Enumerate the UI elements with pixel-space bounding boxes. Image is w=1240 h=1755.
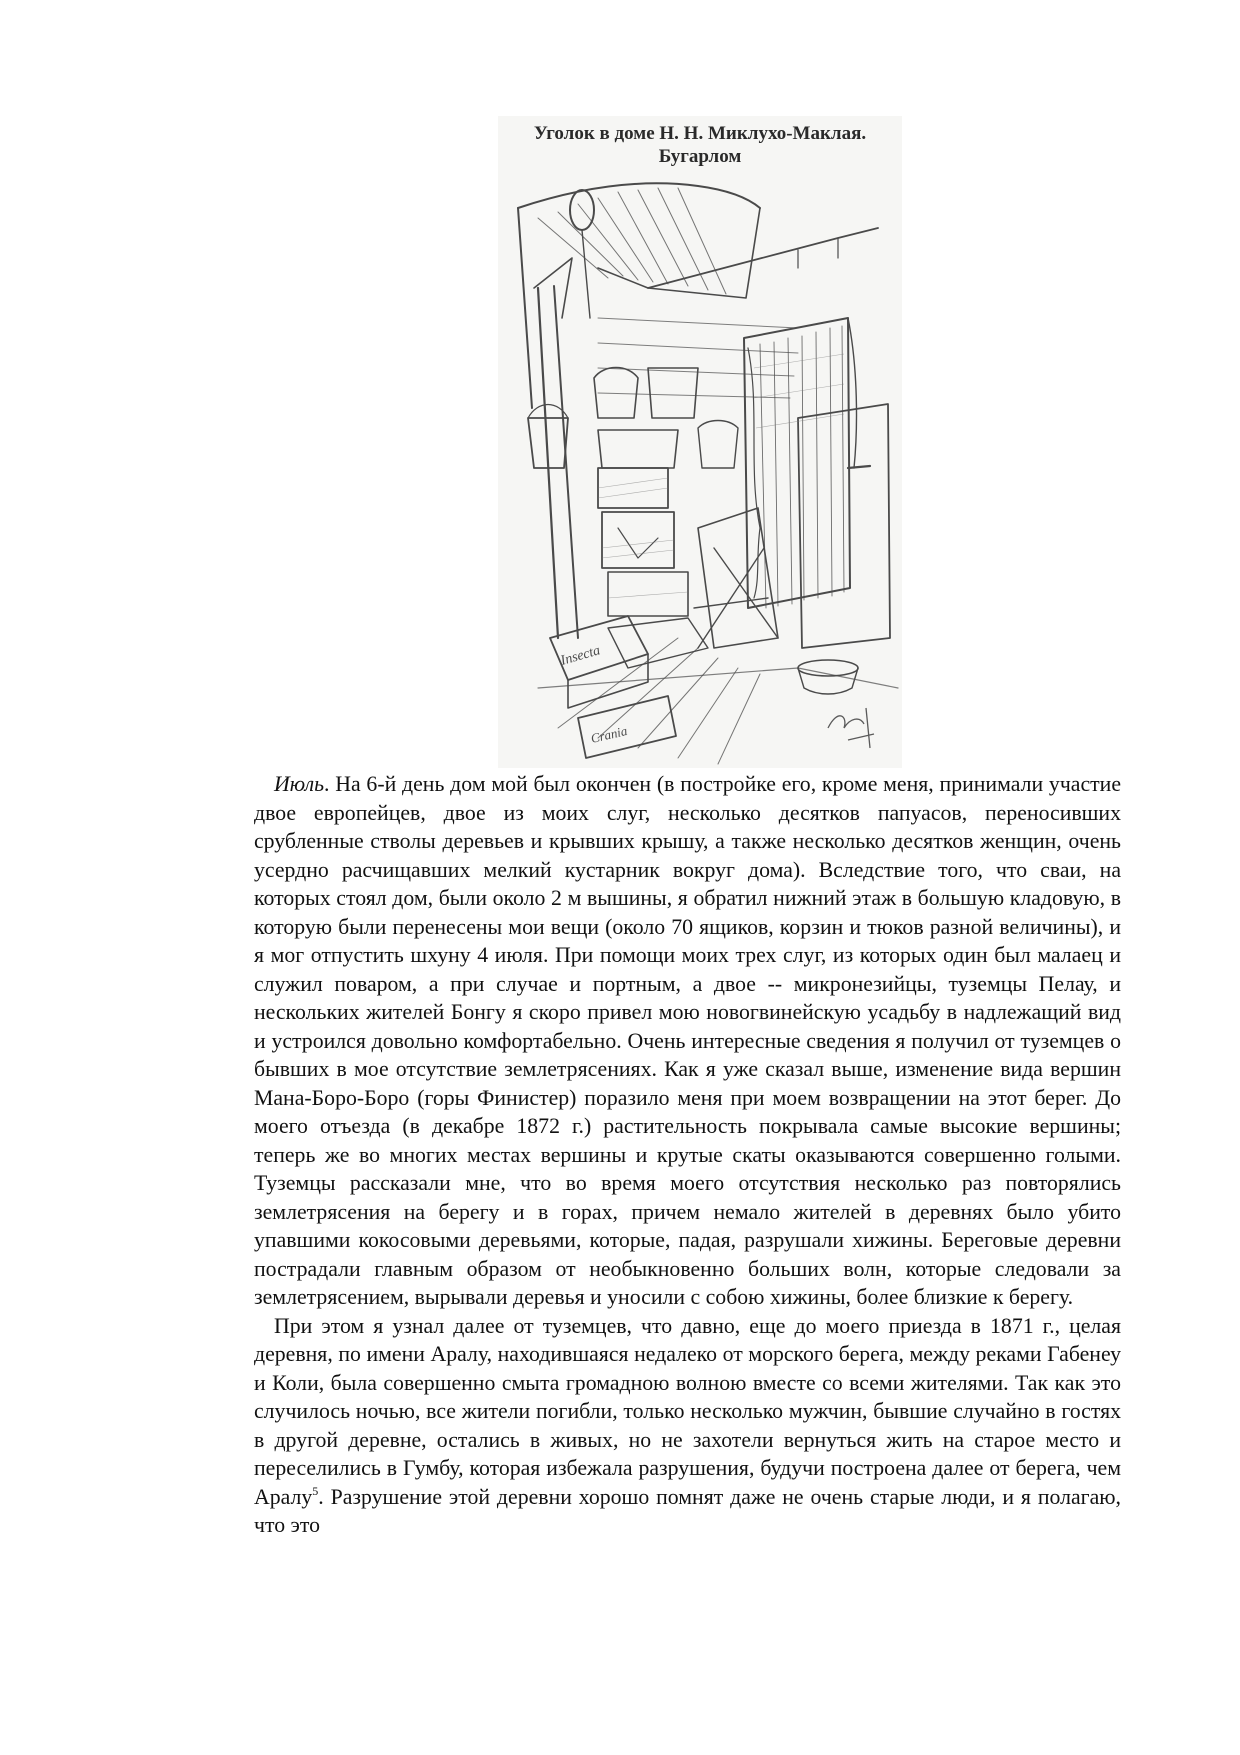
footnote-reference[interactable]: 5	[312, 1483, 319, 1498]
figure-caption-line-2: Бугарлом	[658, 146, 742, 167]
paragraph-2-text-before-note: При этом я узнал далее от туземцев, что давно, еще до моего приезда в 1871 г., целая деревня, по имени Аралу, находившаяся недалеко от морского берега, между реками Габенеу и Коли, была совершенно смыта громадною волною вместе со всеми жителями. Так как это случилось ночью, все жители погибли, только несколько мужчин, бывшие случайно в гостях в другой деревне, остались в живых, но не захотели вернуться жить на старое место и переселились в Гумбу, которая избежала разрушения, будучи построена далее от берега, чем Аралу	[254, 1313, 1121, 1509]
paragraph-1-lead: Июль	[274, 772, 324, 796]
paragraph-1-text: . На 6-й день дом мой был окончен (в постройке его, кроме меня, принимали участие двое европейцев, двое из моих слуг, несколько десятков папуасов, переносивших срубленные стволы деревьев и крывших крышу, а также несколько десятков женщин, очень усердно расчищавших мелкий кустарник вокруг дома). Вследствие того, что сваи, на которых стоял дом, были около 2 м вышины, я обратил нижний этаж в большую кладовую, в которую были перенесены мои вещи (около 70 ящиков, корзин и тюков разной величины), и я мог отпустить шхуну 4 июля. При помощи моих трех слуг, из которых один был малаец и служил поваром, а при случае и портным, а двое -- микронезийцы, туземцы Пелау, и нескольких жителей Бонгу я скоро привел мою новогвинейскую усадьбу в надлежащий вид и устроился довольно комфортабельно. Очень интересные сведения я получил от туземцев о бывших в мое отсутствие землетрясениях. Как я уже сказал выше, изменение вида вершин Мана-Боро-Боро (горы Финистер) поразило меня при моем возвращении на этот берег. До моего отъезда (в декабре 1872 г.) растительность покрывала самые высокие вершины; теперь же во многих местах вершины и крутые скаты оказываются совершенно голыми. Туземцы рассказали мне, что во время моего отсутствия несколько раз повторялись землетрясения на берегу и в горах, причем немало жителей в деревнях было убито упавшими кокосовыми деревьями, которые, падая, разрушали хижины. Береговые деревни пострадали главным образом от необыкновенно больших волн, которые следовали за землетрясением, вырывали деревья и уносили с собою хижины, более близкие к берегу.	[254, 772, 1121, 1309]
artist-signature	[828, 708, 874, 748]
hut-interior-sketch	[498, 168, 902, 768]
paragraph-1	[254, 770, 1121, 1312]
crate-label-insecta: Insecta	[558, 643, 602, 669]
figure-caption-line-1: Уголок в доме Н. Н. Миклухо-Маклая.	[533, 123, 867, 144]
illustration-figure	[498, 116, 902, 768]
paragraph-2	[254, 1312, 1121, 1540]
crate-label-crania: Crania	[589, 723, 629, 746]
paragraph-2-text-after-note: . Разрушение этой деревни хорошо помнят даже не очень старые люди, и я полагаю, что это	[254, 1484, 1121, 1537]
body-text	[254, 770, 1121, 1540]
figure-caption	[498, 122, 902, 168]
